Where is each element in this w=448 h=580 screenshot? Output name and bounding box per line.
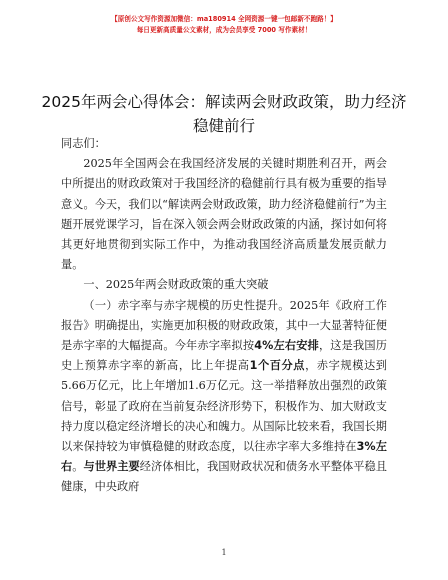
promo-line-1: 【原创公文写作资源加微信：ma180914 全网资源一键一包邮新不跑路！】 [111,15,337,23]
promo-line-2: 每日更新高质量公文素材，成为会员享受 7000 写作素材！ [136,26,312,34]
paragraph-deficit [61,296,387,498]
number-run: 1.6 [187,379,206,393]
greeting: 同志们： [61,137,106,150]
number-run: 5.66 [61,379,86,393]
section-heading: 一、2025年两会财政政策的重大突破 [83,278,269,292]
bold-run: 与世界主要 [83,460,140,474]
text-run: 万亿元，比上年增加 [85,379,188,393]
text-run: ，这是我国历史上预算赤字率的新高，比上年提高 [61,339,387,373]
document-title: 2025年两会心得体会：解读两会财政政策，助力经济稳健前行 [41,93,407,135]
page-number: 1 [221,548,227,557]
text-run: 经济体相比，我国财政状况和债务水平整体平稳且健康，中央政府 [61,460,387,494]
text-run: ，赤字规模达到 [305,359,387,373]
text-run: 。 [72,460,84,474]
text-run: （一）赤字率与赤字规模的历史性提升。2025年《政府工作报告》明确提出，实施更加积极的财政政策，其中一大显著特征便是赤字率的大幅提高。今年赤字率拟按 [61,298,387,353]
text-run: 万亿元。这一举措释放出强烈的政策信号，彰显了政府在当前复杂经济形势下，积极作为、加大财政支持力度以稳定经济增长的决心和魄力。从国际比较来看，我国长期以来保持较为审慎稳健的财政态度，以往赤字率大多维持在 [61,379,387,454]
bold-run: 4%左右安排 [254,339,319,353]
bold-run: 3%左右 [61,440,387,474]
intro-paragraph: 2025年全国两会在我国经济发展的关键时期胜利召开，两会中所提出的财政政策对于我国经济的稳健前行具有极为重要的指导意义。今天，我们以“解读两会财政政策，助力经济稳健前行”为主题开展党课学习，旨在深入领会两会财政政策的内涵，探讨如何将其更好地贯彻到实际工作中，为推动我国经济高质量发展贡献力量。 [61,157,387,272]
bold-run: 1个百分点 [249,359,306,373]
promo-banner [0,14,448,36]
document-body [61,134,387,498]
